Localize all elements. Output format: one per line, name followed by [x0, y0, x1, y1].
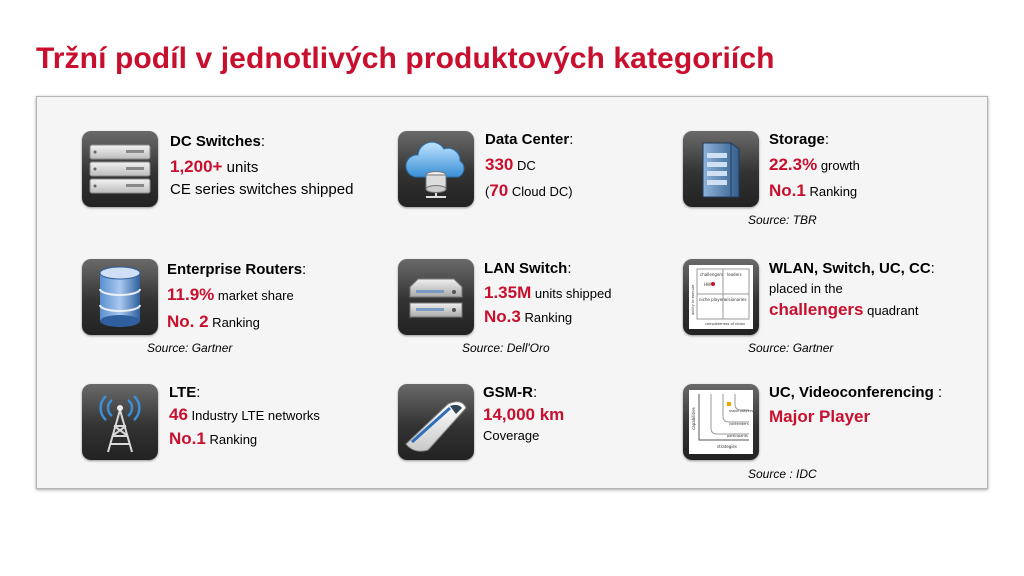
item-text: quadrant: [863, 302, 919, 318]
item-heading: UC, Videoconferencing: [769, 384, 934, 401]
item-text: Cloud DC): [508, 183, 573, 199]
lte-block: [169, 384, 320, 449]
server-rack-icon: [82, 131, 158, 207]
item-value: 46: [169, 405, 188, 425]
item-text: Ranking: [805, 183, 858, 199]
marketscape-label: major players: [729, 409, 754, 413]
item-value: 11.9%: [167, 285, 215, 305]
item-colon: :: [569, 131, 574, 148]
database-cylinder-icon: [82, 259, 158, 335]
page-title: Tržní podíl v jednotlivých produktových kategoriích: [36, 42, 775, 75]
quadrant-marker: HW: [704, 282, 711, 287]
network-switch-icon: [398, 259, 474, 335]
item-colon: :: [302, 261, 307, 278]
data-center-block: [485, 131, 573, 201]
item-colon: :: [260, 133, 266, 150]
item-value: 14,000 km: [483, 405, 565, 425]
quadrant-label: niche players: [699, 297, 726, 302]
marketscape-axis: strategies: [717, 444, 737, 449]
item-value: 22.3%: [769, 155, 818, 175]
quadrant-label: challengers: [700, 272, 724, 277]
source-note: Source: Gartner: [147, 341, 233, 355]
item-value: No. 2: [167, 311, 209, 331]
item-value: 1,200+: [170, 157, 223, 177]
item-text: units: [222, 159, 259, 177]
item-value: 1.35M: [484, 283, 532, 303]
item-text: Ranking: [205, 431, 258, 447]
item-heading: GSM-R: [483, 384, 533, 401]
item-heading: DC Switches: [170, 133, 261, 150]
item-text: DC: [513, 158, 536, 174]
item-value: Major Player: [769, 407, 871, 427]
source-note: Source : IDC: [748, 467, 817, 481]
item-colon: :: [567, 260, 572, 277]
cloud-database-icon: [398, 131, 474, 207]
item-colon: :: [930, 260, 935, 277]
item-value: No.3: [484, 306, 521, 326]
item-heading: Data Center: [485, 131, 570, 148]
bullet-train-icon: [398, 384, 474, 460]
item-text: Ranking: [208, 314, 260, 330]
source-note: Source: TBR: [748, 213, 817, 227]
item-text: placed in the: [769, 281, 843, 297]
item-text: units shipped: [531, 286, 612, 302]
source-note: Source: Gartner: [748, 341, 834, 355]
item-colon: :: [533, 384, 538, 401]
item-colon: :: [824, 131, 830, 148]
quadrant-label: leaders: [727, 272, 742, 277]
item-text: growth: [817, 158, 860, 174]
item-text: CE series switches shipped: [170, 180, 354, 198]
quadrant-axis: completeness of vision: [705, 322, 746, 326]
item-value: challengers: [769, 299, 864, 319]
quadrant-axis: ability to execute: [691, 284, 695, 315]
item-text: Industry LTE networks: [187, 408, 320, 424]
item-text: Coverage: [483, 427, 540, 443]
item-value: No.1: [169, 428, 206, 448]
storage-server-icon: [683, 131, 759, 207]
quadrant-label: visionaries: [725, 297, 747, 302]
lan-switch-block: [484, 260, 611, 327]
marketscape-chart-icon: [683, 384, 759, 460]
gsm-r-block: [483, 384, 564, 445]
item-value: 70: [489, 180, 509, 200]
source-note: Source: Dell'Oro: [462, 341, 550, 355]
item-heading: Storage: [769, 131, 825, 148]
magic-quadrant-icon: [683, 259, 759, 335]
enterprise-routers-block: [167, 261, 306, 332]
item-heading: Enterprise Routers: [167, 261, 303, 278]
storage-block: [769, 131, 860, 201]
cell-tower-icon: [82, 384, 158, 460]
item-heading: WLAN, Switch, UC, CC: [769, 260, 931, 277]
item-colon: :: [933, 384, 943, 401]
uc-videoconferencing-block: [769, 384, 942, 428]
dc-switches-block: [170, 133, 353, 199]
item-value: No.1: [769, 180, 806, 200]
item-heading: LTE: [169, 384, 197, 401]
wlan-block: [769, 260, 935, 320]
item-text: Ranking: [520, 309, 573, 325]
marketscape-label: participants: [727, 434, 748, 438]
item-colon: :: [196, 384, 201, 401]
marketscape-label: contenders: [729, 422, 749, 426]
item-text: (: [485, 183, 490, 199]
item-heading: LAN Switch: [484, 260, 568, 277]
item-text: market share: [214, 288, 294, 304]
item-value: 330: [485, 155, 514, 175]
marketscape-axis: capabilities: [691, 407, 696, 430]
